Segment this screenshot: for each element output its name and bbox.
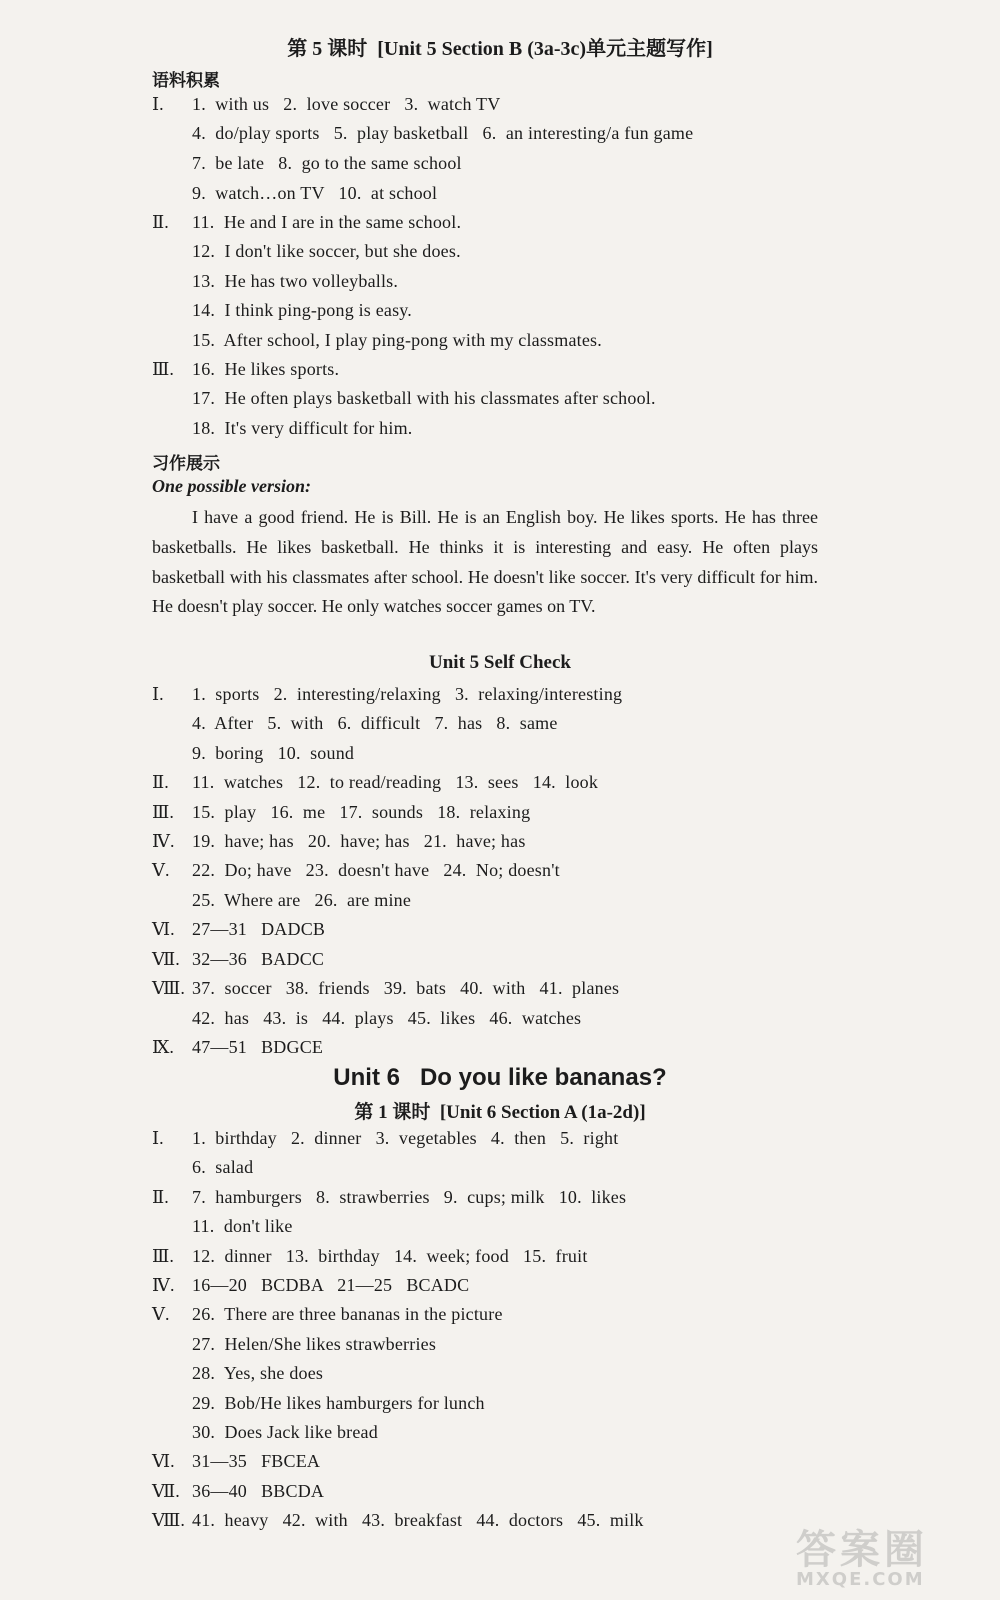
answer-line: 4. After 5. with 6. difficult 7. has 8. same — [192, 713, 558, 733]
watermark-logo-text: 答案圈 — [796, 1527, 928, 1573]
answer-line: 1. with us 2. love soccer 3. watch TV — [192, 94, 501, 114]
section-heading-vocabulary: 语料积累 — [152, 71, 220, 90]
answer-line: 11. watches 12. to read/reading 13. sees 14. look — [192, 772, 599, 792]
roman-numeral: Ⅲ. — [152, 802, 174, 822]
roman-numeral: Ⅷ. — [152, 1510, 185, 1530]
answer-line: 7. hamburgers 8. strawberries 9. cups; milk 10. likes — [192, 1187, 627, 1207]
watermark-url: MXQE.COM — [796, 1569, 925, 1590]
answer-line: 31—35 FBCEA — [192, 1451, 321, 1471]
self-check-title: Unit 5 Self Check — [429, 652, 571, 673]
roman-numeral: Ⅲ. — [152, 1246, 174, 1266]
roman-numeral: Ⅰ. — [152, 684, 164, 704]
lesson-title: 第 5 课时 [Unit 5 Section B (3a-3c)单元主题写作] — [287, 38, 713, 60]
answer-line: 22. Do; have 23. doesn't have 24. No; doesn't — [192, 860, 560, 880]
roman-numeral: Ⅰ. — [152, 94, 164, 114]
answer-line: 12. I don't like soccer, but she does. — [192, 241, 461, 261]
answer-line: 4. do/play sports 5. play basketball 6. an interesting/a fun game — [192, 123, 694, 143]
answer-line: 15. play 16. me 17. sounds 18. relaxing — [192, 802, 531, 822]
answer-line: 7. be late 8. go to the same school — [192, 153, 462, 173]
answer-line: 1. birthday 2. dinner 3. vegetables 4. then 5. right — [192, 1128, 619, 1148]
lesson-title: 第 1 课时 [Unit 6 Section A (1a-2d)] — [354, 1102, 646, 1123]
answer-line: 28. Yes, she does — [192, 1363, 324, 1383]
answer-line: 6. salad — [192, 1157, 254, 1177]
answer-line: 36—40 BBCDA — [192, 1481, 325, 1501]
answer-line: 1. sports 2. interesting/relaxing 3. relaxing/interesting — [192, 684, 623, 704]
answer-line: 14. I think ping-pong is easy. — [192, 300, 413, 320]
answer-line: 27. Helen/She likes strawberries — [192, 1334, 437, 1354]
roman-numeral: Ⅷ. — [152, 978, 185, 998]
roman-numeral: Ⅱ. — [152, 1187, 169, 1207]
answer-line: 17. He often plays basketball with his classmates after school. — [192, 388, 656, 408]
answer-line: 12. dinner 13. birthday 14. week; food 15. fruit — [192, 1246, 588, 1266]
answer-line: 41. heavy 42. with 43. breakfast 44. doctors 45. milk — [192, 1510, 644, 1530]
answer-line: 9. boring 10. sound — [192, 743, 355, 763]
roman-numeral: Ⅳ. — [152, 1275, 175, 1295]
answer-line: 32—36 BADCC — [192, 949, 325, 969]
answer-line: 29. Bob/He likes hamburgers for lunch — [192, 1393, 485, 1413]
answer-line: 18. It's very difficult for him. — [192, 418, 413, 438]
answer-line: 25. Where are 26. are mine — [192, 890, 412, 910]
roman-numeral: Ⅶ. — [152, 1481, 180, 1501]
roman-numeral: Ⅱ. — [152, 212, 169, 232]
answer-line: 16. He likes sports. — [192, 359, 340, 379]
roman-numeral: Ⅱ. — [152, 772, 169, 792]
answer-line: 19. have; has 20. have; has 21. have; has — [192, 831, 526, 851]
answer-line: 27—31 DADCB — [192, 919, 326, 939]
sample-version-label: One possible version: — [152, 476, 311, 496]
answer-line: 11. don't like — [192, 1216, 293, 1236]
answer-line: 16—20 BCDBA 21—25 BCADC — [192, 1275, 470, 1295]
sample-essay: I have a good friend. He is Bill. He is an English boy. He likes sports. He has three basketballs. He likes basketball. He thinks it is interesting and easy. He often plays basketball with his classmates after school. He doesn't like soccer. It's very difficult for him. He doesn't play soccer. He only watches soccer games on TV. — [152, 507, 818, 617]
answer-line: 37. soccer 38. friends 39. bats 40. with 41. planes — [192, 978, 620, 998]
answer-line: 47—51 BDGCE — [192, 1037, 324, 1057]
roman-numeral: Ⅲ. — [152, 359, 174, 379]
roman-numeral: Ⅰ. — [152, 1128, 164, 1148]
roman-numeral: Ⅶ. — [152, 949, 180, 969]
answer-line: 15. After school, I play ping-pong with my classmates. — [192, 330, 602, 350]
roman-numeral: Ⅵ. — [152, 919, 175, 939]
answer-line: 11. He and I are in the same school. — [192, 212, 462, 232]
roman-numeral: Ⅴ. — [152, 860, 170, 880]
answer-line: 26. There are three bananas in the picture — [192, 1304, 503, 1324]
roman-numeral: Ⅸ. — [152, 1037, 174, 1057]
section-heading-writing: 习作展示 — [152, 454, 220, 473]
unit-title: Unit 6 Do you like bananas? — [333, 1064, 667, 1091]
answer-line: 30. Does Jack like bread — [192, 1422, 378, 1442]
answer-line: 42. has 43. is 44. plays 45. likes 46. watches — [192, 1008, 582, 1028]
roman-numeral: Ⅳ. — [152, 831, 175, 851]
answer-line: 13. He has two volleyballs. — [192, 271, 399, 291]
roman-numeral: Ⅵ. — [152, 1451, 175, 1471]
answer-line: 9. watch…on TV 10. at school — [192, 183, 438, 203]
roman-numeral: Ⅴ. — [152, 1304, 170, 1324]
site-watermark — [796, 1518, 976, 1594]
